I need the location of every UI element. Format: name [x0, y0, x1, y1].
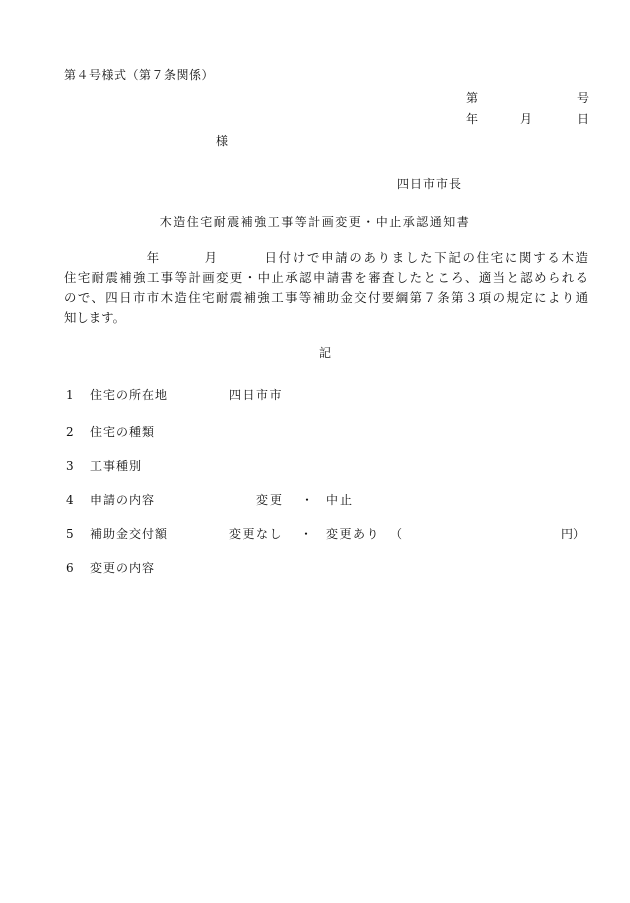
item-label-application-content: 申請の内容 — [90, 493, 156, 507]
body-line-2: 住宅耐震補強工事等計画変更・中止承認申請書を審査したところ、適当と認められる — [64, 270, 588, 285]
item-number: 6 — [66, 561, 74, 575]
ki-heading: 記 — [318, 346, 331, 360]
location-value: 四日市市 — [229, 388, 284, 402]
amount-paren-open: （ — [390, 527, 403, 541]
item-number: 1 — [66, 388, 74, 402]
amount-yen-suffix: 円） — [561, 527, 586, 541]
item-label-work-type: 工事種別 — [90, 459, 143, 473]
issuer-name: 四日市市長 — [397, 177, 463, 191]
option-no-change: 変更なし — [229, 527, 284, 541]
body-month-label: 月 — [202, 250, 219, 265]
option-change: 変更 — [256, 493, 285, 507]
item-number: 5 — [66, 527, 74, 541]
item-label-subsidy-amount: 補助金交付額 — [90, 527, 169, 541]
item-number: 4 — [66, 493, 74, 507]
date-year-label: 年 — [466, 112, 479, 126]
item-number: 3 — [66, 459, 74, 473]
form-number-label: 第４号様式（第７条関係） — [64, 68, 215, 82]
option-separator: ・ — [300, 527, 313, 541]
body-paragraph — [64, 248, 588, 328]
body-line-4: 知します。 — [64, 310, 125, 325]
body-line-3: ので、四日市市木造住宅耐震補強工事等補助金交付要綱第７条第３項の規定により通 — [64, 290, 588, 305]
item-number: 2 — [66, 425, 74, 439]
document-title: 木造住宅耐震補強工事等計画変更・中止承認通知書 — [159, 215, 471, 229]
option-with-change: 変更あり — [326, 527, 381, 541]
option-cancel: 中止 — [326, 493, 355, 507]
option-separator: ・ — [301, 493, 314, 507]
addressee-honorific: 様 — [216, 134, 229, 148]
document-number-suffix: 号 — [577, 91, 590, 105]
body-line-1 — [64, 248, 588, 268]
date-month-label: 月 — [520, 112, 533, 126]
date-day-label: 日 — [577, 112, 590, 126]
item-label-change-content: 変更の内容 — [90, 561, 156, 575]
body-line-1-rest: 日付けで申請のありました下記の住宅に関する木造 — [262, 250, 589, 265]
body-year-label: 年 — [145, 250, 161, 265]
item-label-housing-type: 住宅の種類 — [90, 425, 156, 439]
item-label-location: 住宅の所在地 — [90, 388, 169, 402]
document-number-prefix: 第 — [466, 91, 479, 105]
